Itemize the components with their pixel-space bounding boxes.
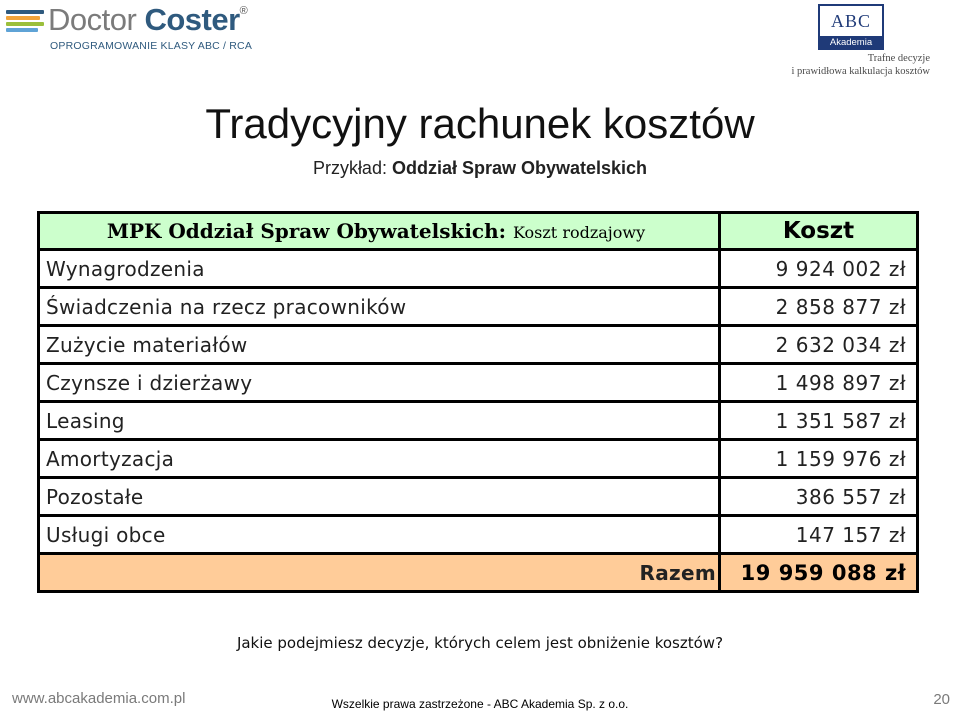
total-label: Razem — [39, 554, 720, 592]
abc-akademia-logo — [818, 4, 884, 52]
cost-type-label: Czynsze i dzierżawy — [39, 364, 720, 402]
footer-url: www.abcakademia.com.pl — [12, 690, 186, 707]
page-title: Tradycyjny rachunek kosztów — [205, 100, 755, 147]
registered-mark: ® — [239, 5, 248, 17]
table-header-row — [39, 213, 918, 250]
cost-value: 1 159 976 zł — [720, 440, 918, 478]
table-row — [39, 288, 918, 326]
abc-logo-box — [818, 4, 884, 50]
tagline-line-1: Trafne decyzje — [867, 53, 930, 64]
header-cost-label: Koszt — [720, 213, 918, 250]
cost-value: 2 632 034 zł — [720, 326, 918, 364]
cost-type-label: Pozostałe — [39, 478, 720, 516]
table-row — [39, 402, 918, 440]
table-row — [39, 478, 918, 516]
page-number: 20 — [933, 691, 950, 708]
cost-table — [37, 211, 919, 593]
table-row — [39, 516, 918, 554]
table-row — [39, 364, 918, 402]
subtitle-prefix: Przykład: — [312, 158, 392, 178]
cost-value: 9 924 002 zł — [720, 250, 918, 288]
footer-copyright: Wszelkie prawa zastrzeżone - ABC Akademia Sp. z o.o. — [331, 697, 629, 711]
logo-word-doctor: Doctor — [48, 2, 137, 37]
table-row — [39, 326, 918, 364]
logo-stripes-icon — [6, 10, 44, 32]
logo-wordmark — [48, 2, 247, 38]
cost-value: 386 557 zł — [720, 478, 918, 516]
header-mpk-label: MPK Oddział Spraw Obywatelskich: — [106, 219, 507, 243]
table-row — [39, 440, 918, 478]
cost-value: 147 157 zł — [720, 516, 918, 554]
header-cost-type-label: Koszt rodzajowy — [513, 223, 646, 242]
cost-type-label: Wynagrodzenia — [39, 250, 720, 288]
cost-value: 2 858 877 zł — [720, 288, 918, 326]
header-cost-center — [39, 213, 720, 250]
table-row — [39, 250, 918, 288]
cost-type-label: Amortyzacja — [39, 440, 720, 478]
logo-subtitle: OPROGRAMOWANIE KLASY ABC / RCA — [50, 40, 253, 52]
total-value: 19 959 088 zł — [720, 554, 918, 592]
doctor-coster-logo — [6, 2, 253, 52]
subtitle-department: Oddział Spraw Obywatelskich — [391, 158, 648, 178]
akademia-logo-text: Akademia — [829, 37, 873, 48]
page-subtitle — [0, 158, 960, 179]
decision-question: Jakie podejmiesz decyzje, których celem jest obniżenie kosztów? — [236, 634, 724, 652]
cost-value: 1 351 587 zł — [720, 402, 918, 440]
total-row — [39, 554, 918, 592]
cost-type-label: Leasing — [39, 402, 720, 440]
logo-word-coster: Coster — [144, 2, 240, 37]
cost-type-label: Świadczenia na rzecz pracowników — [39, 288, 720, 326]
cost-value: 1 498 897 zł — [720, 364, 918, 402]
abc-tagline — [792, 52, 931, 78]
cost-type-label: Zużycie materiałów — [39, 326, 720, 364]
tagline-line-2: i prawidłowa kalkulacja kosztów — [791, 66, 930, 77]
cost-type-label: Usługi obce — [39, 516, 720, 554]
abc-logo-text: ABC — [820, 6, 882, 36]
